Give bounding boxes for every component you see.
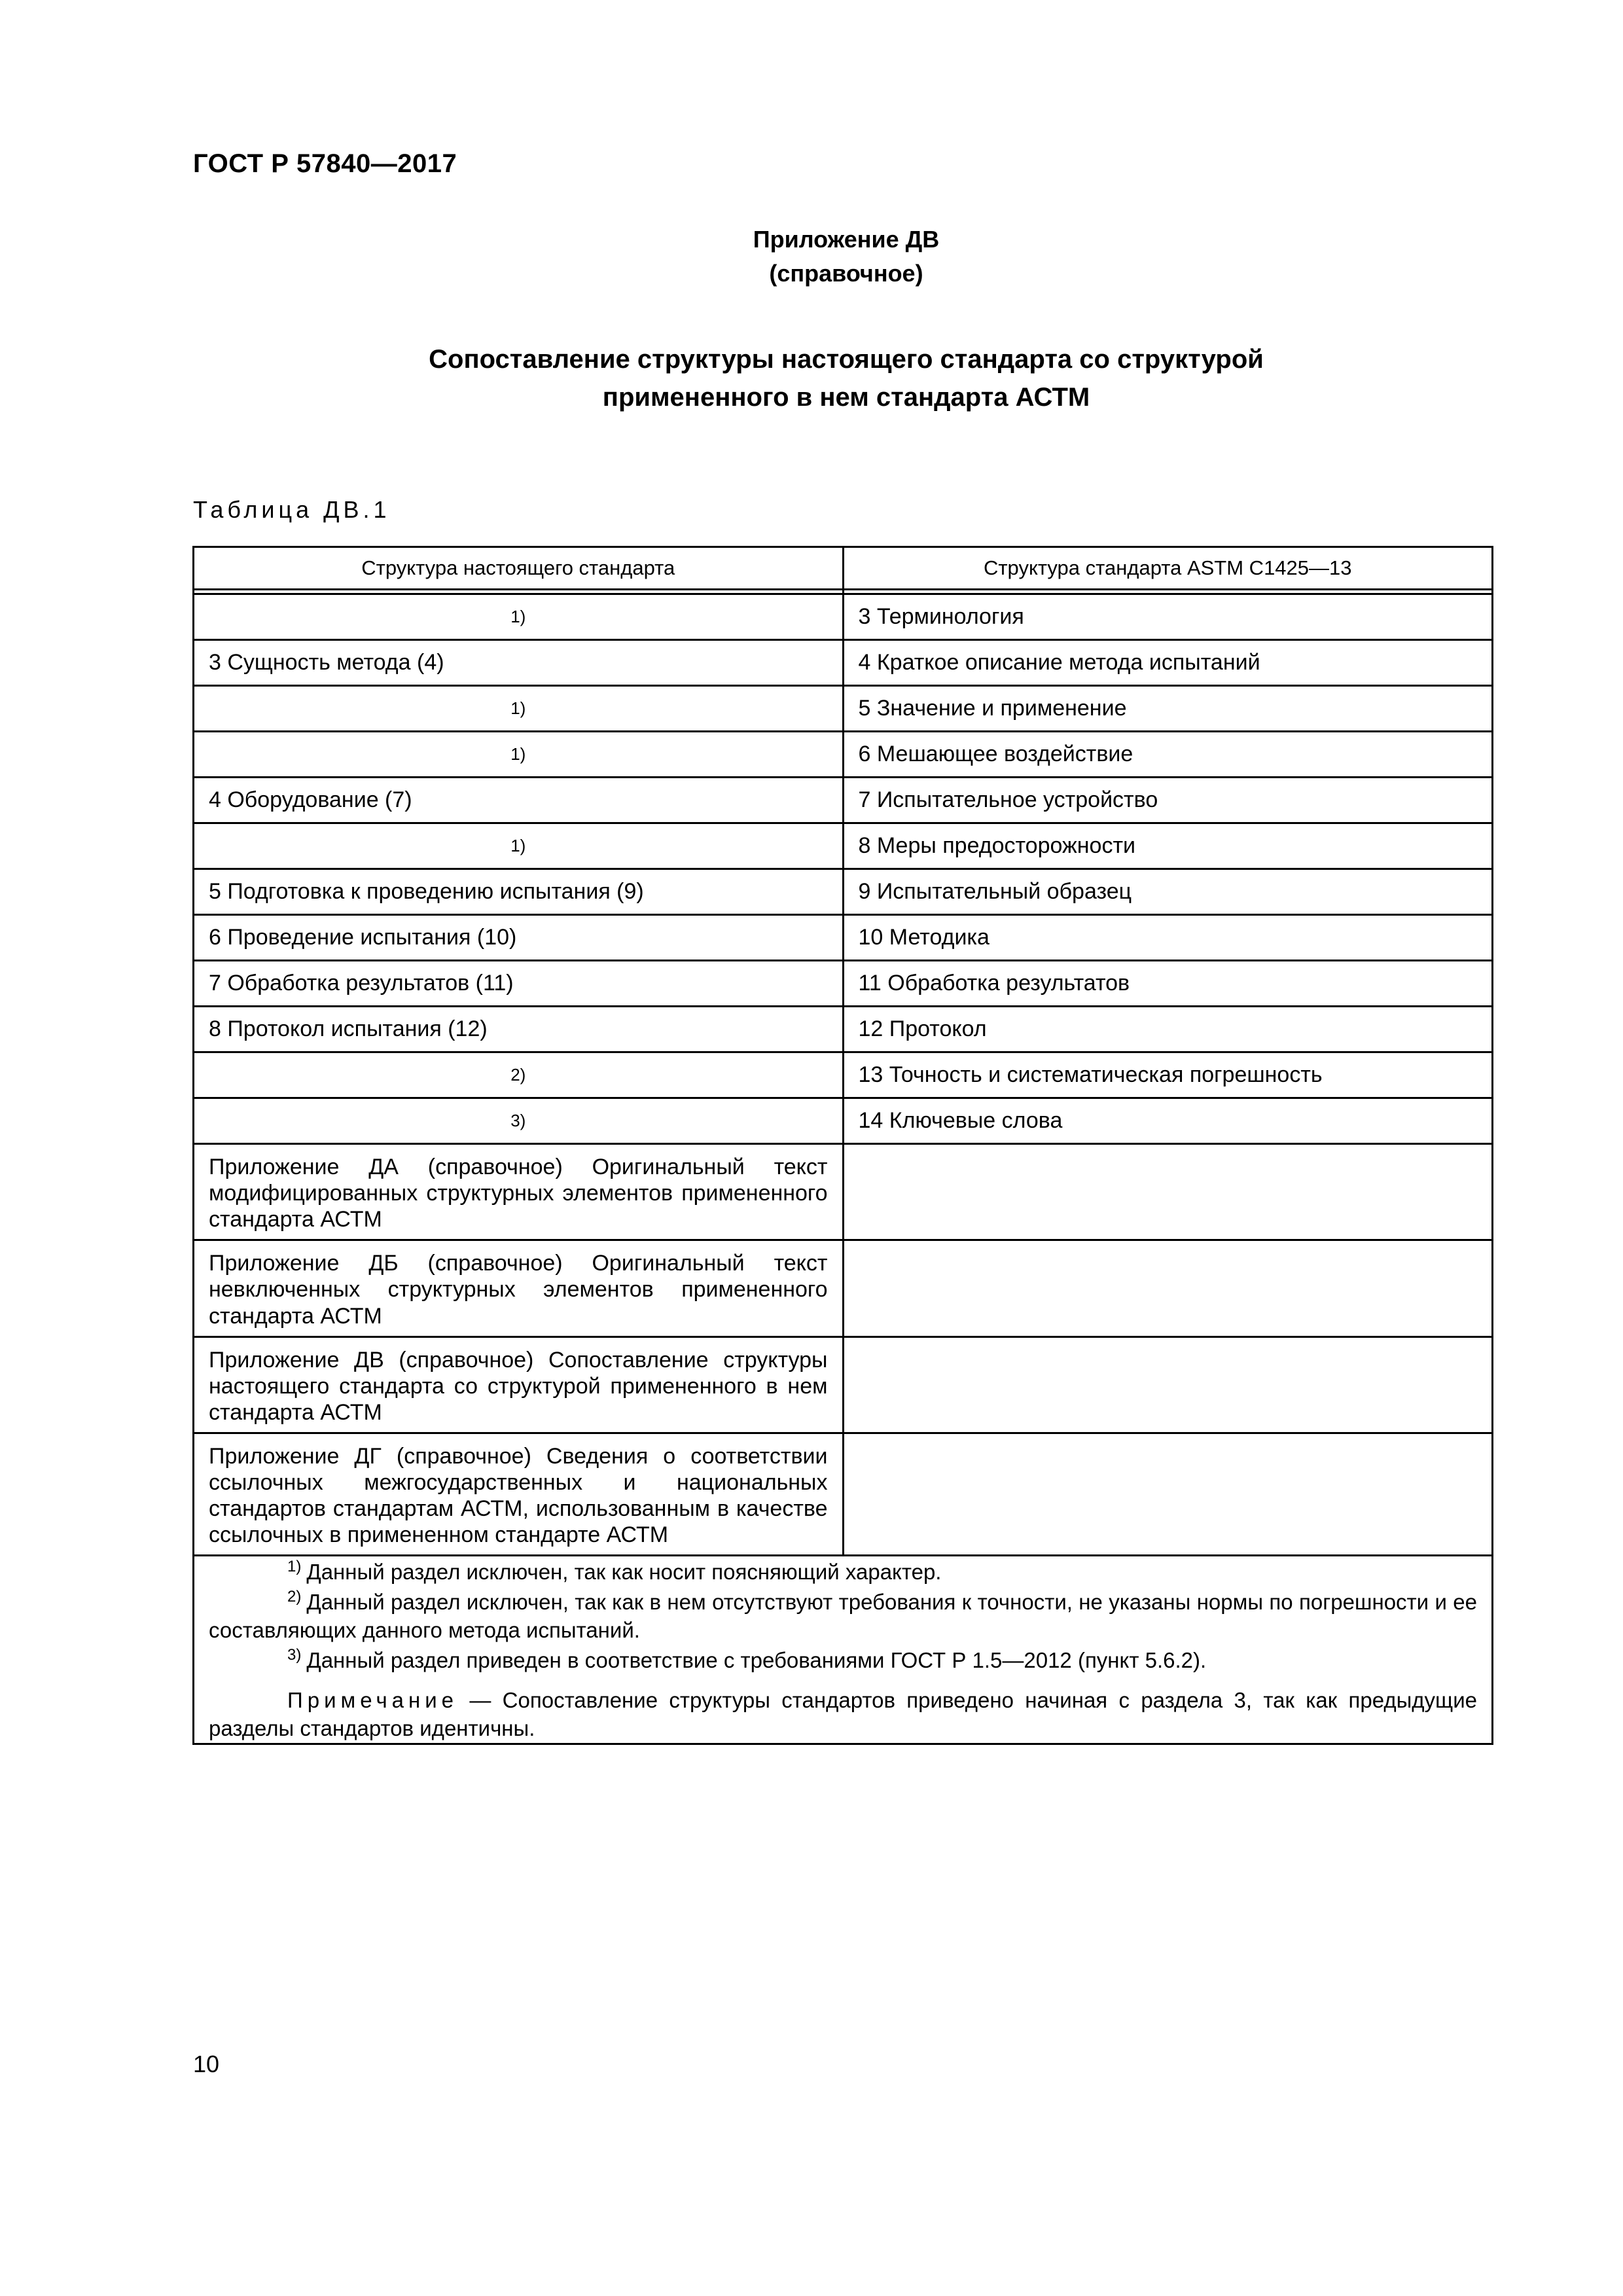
table-row — [194, 915, 1493, 961]
footnote-text: Данный раздел исключен, так как в нем отсутствуют требования к точности, не указаны нормы по погрешности и ее составляющих данного метода испытаний. — [209, 1590, 1477, 1643]
table-row — [194, 823, 1493, 869]
table-row — [194, 640, 1493, 686]
astm-standard-cell — [843, 1240, 1493, 1336]
this-standard-cell: 1) — [194, 686, 844, 732]
this-standard-cell: 1) — [194, 823, 844, 869]
this-standard-cell: 8 Протокол испытания (12) — [194, 1007, 844, 1052]
this-standard-cell: Приложение ДА (справочное) Оригинальный текст модифицированных структурных элементов примененного стандарта АСТМ — [194, 1144, 844, 1240]
table-footer — [194, 1556, 1493, 1744]
column-header-astm-standard: Структура стандарта ASTM C1425—13 — [843, 547, 1493, 590]
table-row-appendix — [194, 1144, 1493, 1240]
this-standard-cell: 7 Обработка результатов (11) — [194, 961, 844, 1007]
table-row — [194, 961, 1493, 1007]
astm-standard-cell — [843, 1336, 1493, 1433]
footnote-mark: 1) — [287, 1558, 302, 1576]
appendix-label: Приложение ДВ — [753, 226, 940, 253]
this-standard-cell: 5 Подготовка к проведению испытания (9) — [194, 869, 844, 915]
this-standard-cell: Приложение ДГ (справочное) Сведения о соответствии ссылочных межгосударственных и национальных стандартов стандартам АСТМ, использованным в качестве ссылочных в примененном стандарте АСТМ — [194, 1433, 844, 1555]
page-title — [0, 340, 1623, 416]
this-standard-cell: 4 Оборудование (7) — [194, 778, 844, 823]
table-row — [194, 594, 1493, 640]
table-row — [194, 1052, 1493, 1098]
table-row — [194, 686, 1493, 732]
column-header-this-standard: Структура настоящего стандарта — [194, 547, 844, 590]
table-row-appendix — [194, 1433, 1493, 1555]
table-note — [209, 1687, 1477, 1743]
astm-standard-cell: 12 Протокол — [843, 1007, 1493, 1052]
this-standard-cell: 1) — [194, 732, 844, 778]
astm-standard-cell: 7 Испытательное устройство — [843, 778, 1493, 823]
footnote-mark: 2) — [287, 1588, 302, 1606]
page-title-line-2: примененного в нем стандарта АСТМ — [602, 383, 1090, 412]
astm-standard-cell: 6 Мешающее воздействие — [843, 732, 1493, 778]
table-row — [194, 869, 1493, 915]
footnote-text: Данный раздел приведен в соответствие с требованиями ГОСТ Р 1.5—2012 (пункт 5.6.2). — [306, 1648, 1207, 1673]
footnote — [209, 1587, 1477, 1645]
header-separator — [194, 590, 1493, 594]
document-code: ГОСТ Р 57840—2017 — [193, 149, 457, 178]
this-standard-cell: 6 Проведение испытания (10) — [194, 915, 844, 961]
this-standard-cell: Приложение ДБ (справочное) Оригинальный текст невключенных структурных элементов примененного стандарта АСТМ — [194, 1240, 844, 1336]
footnote — [209, 1556, 1477, 1587]
appendix-heading — [0, 223, 1623, 291]
table-row — [194, 1098, 1493, 1144]
footnote-text: Данный раздел исключен, так как носит поясняющий характер. — [306, 1560, 942, 1585]
this-standard-cell: 1) — [194, 594, 844, 640]
this-standard-cell: 3) — [194, 1098, 844, 1144]
astm-standard-cell: 9 Испытательный образец — [843, 869, 1493, 915]
page-title-line-1: Сопоставление структуры настоящего стандарта со структурой — [429, 345, 1264, 374]
this-standard-cell: 2) — [194, 1052, 844, 1098]
astm-standard-cell: 3 Терминология — [843, 594, 1493, 640]
this-standard-cell: 3 Сущность метода (4) — [194, 640, 844, 686]
footnote-mark: 3) — [287, 1646, 302, 1664]
astm-standard-cell: 10 Методика — [843, 915, 1493, 961]
table-footer-row — [194, 1556, 1493, 1744]
table-row — [194, 778, 1493, 823]
astm-standard-cell — [843, 1433, 1493, 1555]
astm-standard-cell: 13 Точность и систематическая погрешность — [843, 1052, 1493, 1098]
structure-comparison-table — [192, 546, 1493, 1745]
this-standard-cell: Приложение ДВ (справочное) Сопоставление структуры настоящего стандарта со структурой примененного в нем стандарта АСТМ — [194, 1336, 844, 1433]
astm-standard-cell: 14 Ключевые слова — [843, 1098, 1493, 1144]
page-number: 10 — [193, 2051, 220, 2077]
footnote — [209, 1645, 1477, 1675]
table-row — [194, 1007, 1493, 1052]
table-caption: Таблица ДВ.1 — [193, 496, 391, 523]
astm-standard-cell: 5 Значение и применение — [843, 686, 1493, 732]
note-text: — Сопоставление структуры стандартов приведено начиная с раздела 3, так как предыдущие разделы стандартов идентичны. — [209, 1687, 1477, 1740]
astm-standard-cell: 8 Меры предосторожности — [843, 823, 1493, 869]
table-row-appendix — [194, 1336, 1493, 1433]
astm-standard-cell — [843, 1144, 1493, 1240]
astm-standard-cell: 11 Обработка результатов — [843, 961, 1493, 1007]
note-label: Примечание — [287, 1687, 459, 1712]
table-header-row — [194, 547, 1493, 590]
appendix-type: (справочное) — [769, 260, 923, 287]
table-row — [194, 732, 1493, 778]
table-row-appendix — [194, 1240, 1493, 1336]
astm-standard-cell: 4 Краткое описание метода испытаний — [843, 640, 1493, 686]
